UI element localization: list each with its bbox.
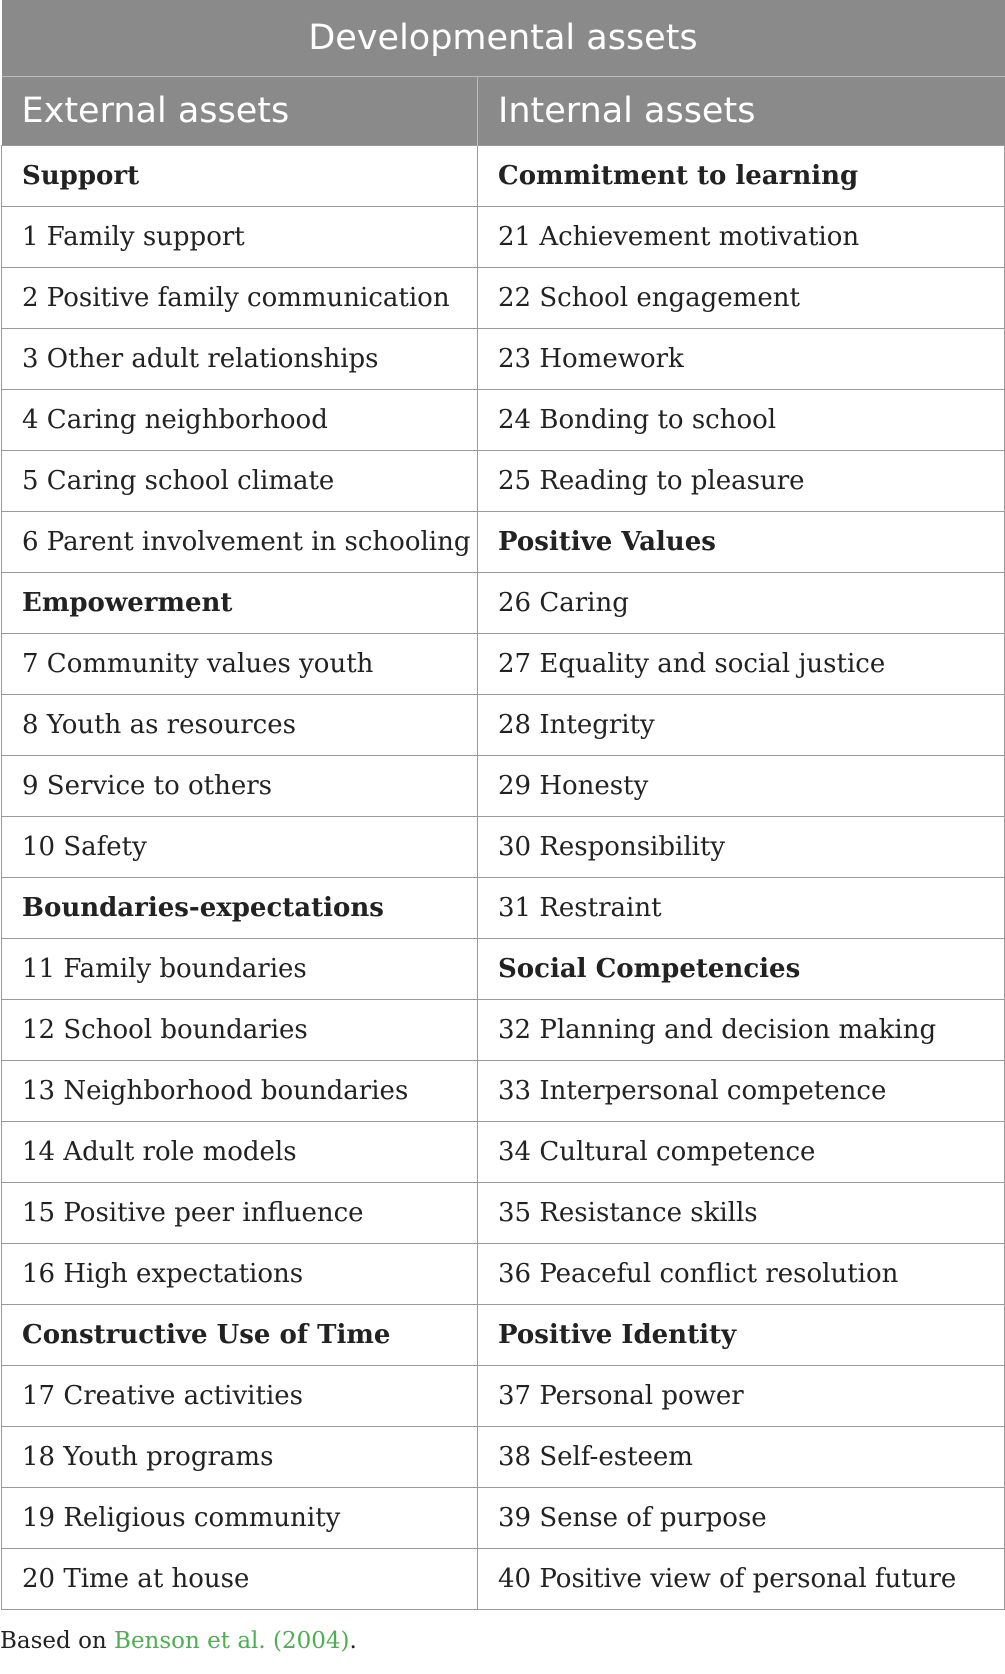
external-asset-cell: 1 Family support [2, 207, 478, 268]
internal-asset-cell: 25 Reading to pleasure [478, 451, 1005, 512]
external-asset-cell: 16 High expectations [2, 1244, 478, 1305]
table-row [2, 1549, 1005, 1610]
source-note [0, 1628, 357, 1654]
internal-asset-cell: Commitment to learning [478, 146, 1005, 207]
table-row [2, 1244, 1005, 1305]
table-row [2, 878, 1005, 939]
internal-asset-cell: 35 Resistance skills [478, 1183, 1005, 1244]
external-asset-cell: Constructive Use of Time [2, 1305, 478, 1366]
internal-asset-cell: 32 Planning and decision making [478, 1000, 1005, 1061]
column-header-external: External assets [2, 77, 478, 146]
external-asset-cell: 14 Adult role models [2, 1122, 478, 1183]
external-asset-cell: 10 Safety [2, 817, 478, 878]
internal-asset-cell: 22 School engagement [478, 268, 1005, 329]
table-row [2, 512, 1005, 573]
internal-asset-cell: 21 Achievement motivation [478, 207, 1005, 268]
table-row [2, 268, 1005, 329]
internal-asset-cell: 27 Equality and social justice [478, 634, 1005, 695]
table-row [2, 1061, 1005, 1122]
internal-asset-cell: 30 Responsibility [478, 817, 1005, 878]
external-asset-cell: 2 Positive family communication [2, 268, 478, 329]
table-row [2, 756, 1005, 817]
table-row [2, 146, 1005, 207]
external-asset-cell: 17 Creative activities [2, 1366, 478, 1427]
table-row [2, 817, 1005, 878]
table-row [2, 634, 1005, 695]
internal-asset-cell: 24 Bonding to school [478, 390, 1005, 451]
external-asset-cell: Empowerment [2, 573, 478, 634]
external-asset-cell: 19 Religious community [2, 1488, 478, 1549]
internal-asset-cell: 31 Restraint [478, 878, 1005, 939]
external-asset-cell: 18 Youth programs [2, 1427, 478, 1488]
external-asset-cell: Boundaries-expectations [2, 878, 478, 939]
table-row [2, 207, 1005, 268]
internal-asset-cell: Social Competencies [478, 939, 1005, 1000]
table-row [2, 1183, 1005, 1244]
external-asset-cell: 5 Caring school climate [2, 451, 478, 512]
external-asset-cell: 3 Other adult relationships [2, 329, 478, 390]
external-asset-cell: 8 Youth as resources [2, 695, 478, 756]
external-asset-cell: 15 Positive peer influence [2, 1183, 478, 1244]
table-row [2, 695, 1005, 756]
table-row [2, 1366, 1005, 1427]
internal-asset-cell: 40 Positive view of personal future [478, 1549, 1005, 1610]
internal-asset-cell: 37 Personal power [478, 1366, 1005, 1427]
citation-link[interactable]: Benson et al. (2004) [114, 1628, 350, 1654]
source-note-suffix: . [349, 1628, 357, 1654]
table-row [2, 1000, 1005, 1061]
table-row [2, 1488, 1005, 1549]
table-header [2, 0, 1005, 146]
internal-asset-cell: Positive Identity [478, 1305, 1005, 1366]
external-asset-cell: 11 Family boundaries [2, 939, 478, 1000]
external-asset-cell: 6 Parent involvement in schooling [2, 512, 478, 573]
internal-asset-cell: 34 Cultural competence [478, 1122, 1005, 1183]
internal-asset-cell: 38 Self-esteem [478, 1427, 1005, 1488]
table-row [2, 1122, 1005, 1183]
table-row [2, 390, 1005, 451]
internal-asset-cell: 39 Sense of purpose [478, 1488, 1005, 1549]
internal-asset-cell: Positive Values [478, 512, 1005, 573]
external-asset-cell: 13 Neighborhood boundaries [2, 1061, 478, 1122]
internal-asset-cell: 33 Interpersonal competence [478, 1061, 1005, 1122]
external-asset-cell: 20 Time at house [2, 1549, 478, 1610]
column-header-internal: Internal assets [478, 77, 1005, 146]
table-row [2, 573, 1005, 634]
external-asset-cell: 7 Community values youth [2, 634, 478, 695]
internal-asset-cell: 36 Peaceful conflict resolution [478, 1244, 1005, 1305]
table-row [2, 939, 1005, 1000]
internal-asset-cell: 28 Integrity [478, 695, 1005, 756]
external-asset-cell: 9 Service to others [2, 756, 478, 817]
external-asset-cell: Support [2, 146, 478, 207]
internal-asset-cell: 23 Homework [478, 329, 1005, 390]
table-row [2, 329, 1005, 390]
internal-asset-cell: 29 Honesty [478, 756, 1005, 817]
table-row [2, 1305, 1005, 1366]
source-note-prefix: Based on [0, 1628, 115, 1654]
table-title: Developmental assets [2, 0, 1005, 77]
external-asset-cell: 4 Caring neighborhood [2, 390, 478, 451]
developmental-assets-table [1, 0, 1005, 1610]
table-row [2, 451, 1005, 512]
table-body [2, 146, 1005, 1610]
internal-asset-cell: 26 Caring [478, 573, 1005, 634]
table-row [2, 1427, 1005, 1488]
external-asset-cell: 12 School boundaries [2, 1000, 478, 1061]
